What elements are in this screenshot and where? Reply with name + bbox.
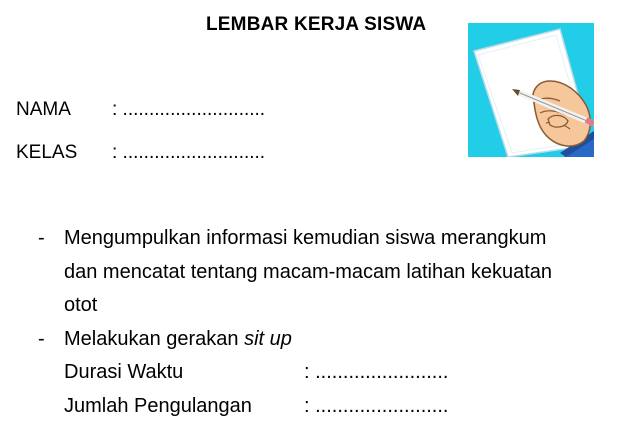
repetition-label: Jumlah Pengulangan	[64, 394, 252, 417]
instruction-line: Mengumpulkan informasi kemudian siswa merangkum	[64, 227, 547, 249]
instruction-line	[64, 323, 614, 357]
instruction-list	[34, 222, 614, 423]
exercise-name: sit up	[244, 327, 292, 350]
class-label: KELAS	[16, 142, 78, 163]
class-field: : ...........................	[112, 142, 266, 163]
instruction-item-sit-up	[34, 323, 614, 424]
duration-field: : ........................	[304, 361, 449, 383]
repetition-row	[64, 390, 614, 424]
instruction-line: dan mencatat tentang macam-macam latihan kekuatan	[64, 260, 553, 283]
name-field: : ...........................	[112, 99, 266, 120]
worksheet-title: LEMBAR KERJA SISWA	[206, 14, 427, 35]
hand-writing-icon	[468, 23, 594, 157]
name-label: NAMA	[16, 99, 71, 120]
repetition-field: : ........................	[304, 394, 449, 417]
bullet-dash: -	[38, 227, 45, 249]
instruction-text: Melakukan gerakan	[64, 327, 245, 350]
instruction-item-collect-info	[34, 222, 614, 323]
instruction-line: otot	[64, 294, 98, 316]
duration-row	[64, 356, 614, 390]
duration-label: Durasi Waktu	[64, 361, 184, 383]
bullet-dash: -	[38, 327, 45, 350]
